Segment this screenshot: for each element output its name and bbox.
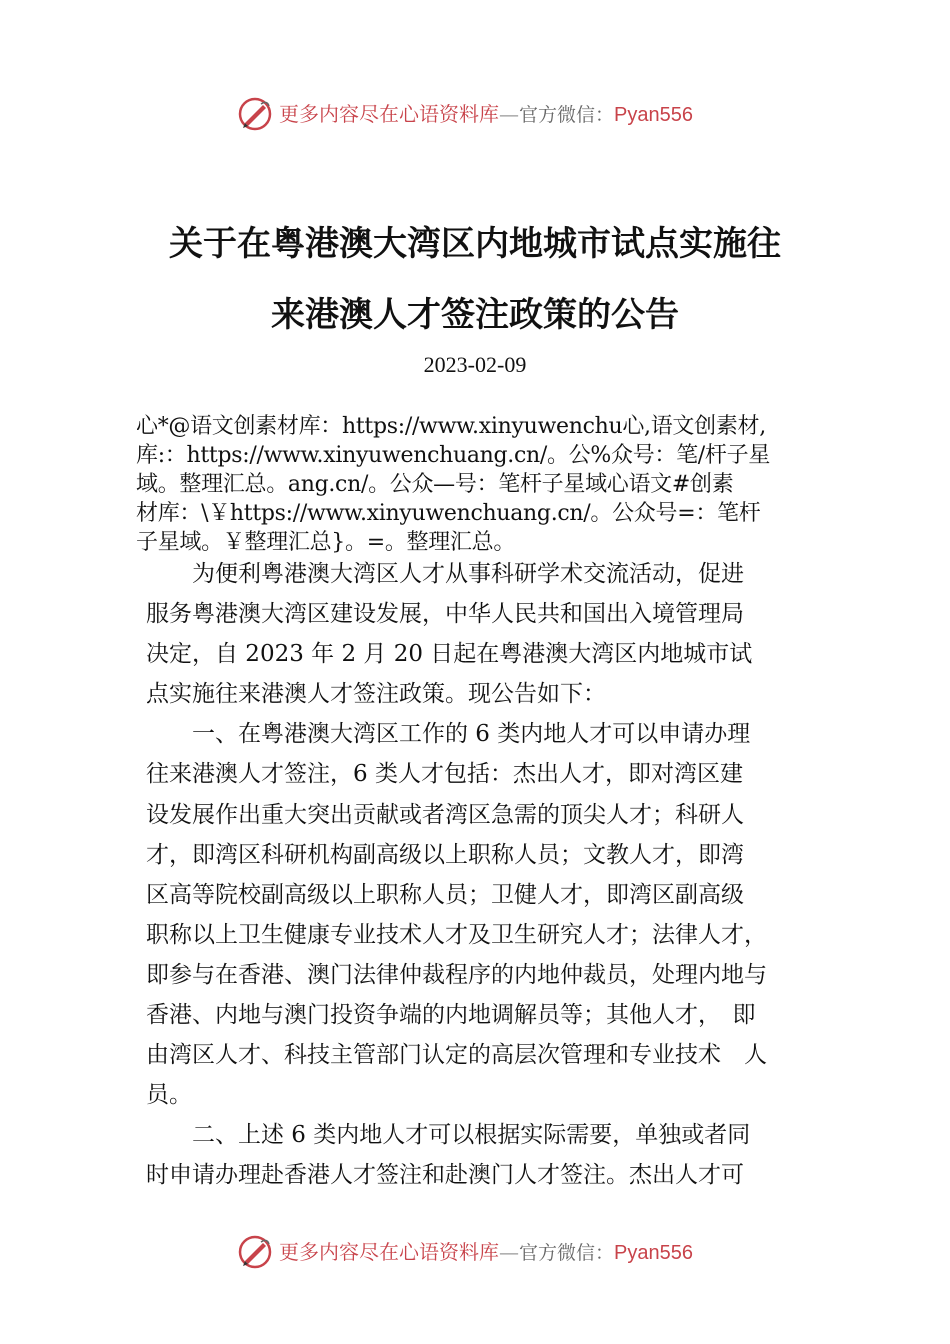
- publish-date: 2023-02-09: [423, 352, 527, 377]
- banner-separator: —: [499, 1240, 519, 1264]
- banner-wechat-label: 官方微信：: [519, 104, 615, 126]
- body-line: 职称以上卫生健康专业技术人才及卫生研究人才；法律人才，: [146, 921, 767, 948]
- watermark-text-block: [136, 412, 836, 557]
- watermark-line: 材库：\￥https://www.xinyuwenchuang.cn/。公众号=：笔杆: [136, 501, 761, 526]
- banner-text: [279, 101, 693, 128]
- body-line: 时申请办理赴香港人才签注和赴澳门人才签注。杰出人才可: [146, 1162, 744, 1189]
- header-banner: [0, 92, 950, 136]
- banner-main-text: 更多内容尽在心语资料库: [279, 102, 499, 126]
- pen-logo-icon: [237, 96, 273, 132]
- body-line: 一、在粤港澳大湾区工作的 6 类内地人才可以申请办理: [192, 721, 751, 748]
- body-line: 点实施往来港澳人才签注政策。现公告如下：: [146, 681, 606, 708]
- body-line: 往来港澳人才签注，6 类人才包括：杰出人才，即对湾区建: [146, 761, 743, 788]
- body-line: 由湾区人才、科技主管部门认定的高层次管理和专业技术 人: [146, 1042, 767, 1069]
- body-line: 服务粤港澳大湾区建设发展，中华人民共和国出入境管理局: [146, 601, 744, 628]
- body-line: 即参与在香港、澳门法律仲裁程序的内地仲裁员，处理内地与: [146, 961, 767, 988]
- body-line: 员。: [146, 1082, 192, 1109]
- watermark-line: 心*@语文创素材库：https://www.xinyuwenchu心,语文创素材,: [136, 414, 766, 439]
- document-title-line-2: 来港澳人才签注政策的公告: [271, 295, 679, 335]
- footer-banner: [0, 1230, 950, 1274]
- body-line: 香港、内地与澳门投资争端的内地调解员等；其他人才， 即: [146, 1002, 756, 1029]
- body-line: 决定，自 2023 年 2 月 20 日起在粤港澳大湾区内地城市试: [146, 641, 753, 668]
- banner-main-text: 更多内容尽在心语资料库: [279, 1240, 499, 1264]
- banner-wechat-id: Pyan556: [614, 1242, 693, 1264]
- body-line: 为便利粤港澳大湾区人才从事科研学术交流活动，促进: [192, 561, 744, 587]
- body-line: 才，即湾区科研机构副高级以上职称人员；文教人才，即湾: [146, 841, 744, 868]
- banner-wechat-id: Pyan556: [614, 104, 693, 126]
- watermark-line: 域。整理汇总。ang.cn/。公众—号：笔杆子星域心语文#创素: [136, 472, 734, 497]
- watermark-line: 子星域。￥整理汇总}。=。整理汇总。: [136, 530, 516, 555]
- document-body: [146, 554, 811, 1196]
- body-line: 设发展作出重大突出贡献或者湾区急需的顶尖人才；科研人: [146, 801, 744, 828]
- pen-logo-icon: [237, 1234, 273, 1270]
- document-title-line-1: 关于在粤港澳大湾区内地城市试点实施往: [169, 224, 781, 264]
- banner-text: [279, 1239, 693, 1266]
- body-line: 区高等院校副高级以上职称人员；卫健人才，即湾区副高级: [146, 881, 744, 908]
- banner-separator: —: [499, 102, 519, 126]
- watermark-line: 库:：https://www.xinyuwenchuang.cn/。公%众号：笔/杆子星: [136, 443, 771, 468]
- banner-wechat-label: 官方微信：: [519, 1242, 615, 1264]
- body-line: 二、上述 6 类内地人才可以根据实际需要，单独或者同: [192, 1122, 751, 1149]
